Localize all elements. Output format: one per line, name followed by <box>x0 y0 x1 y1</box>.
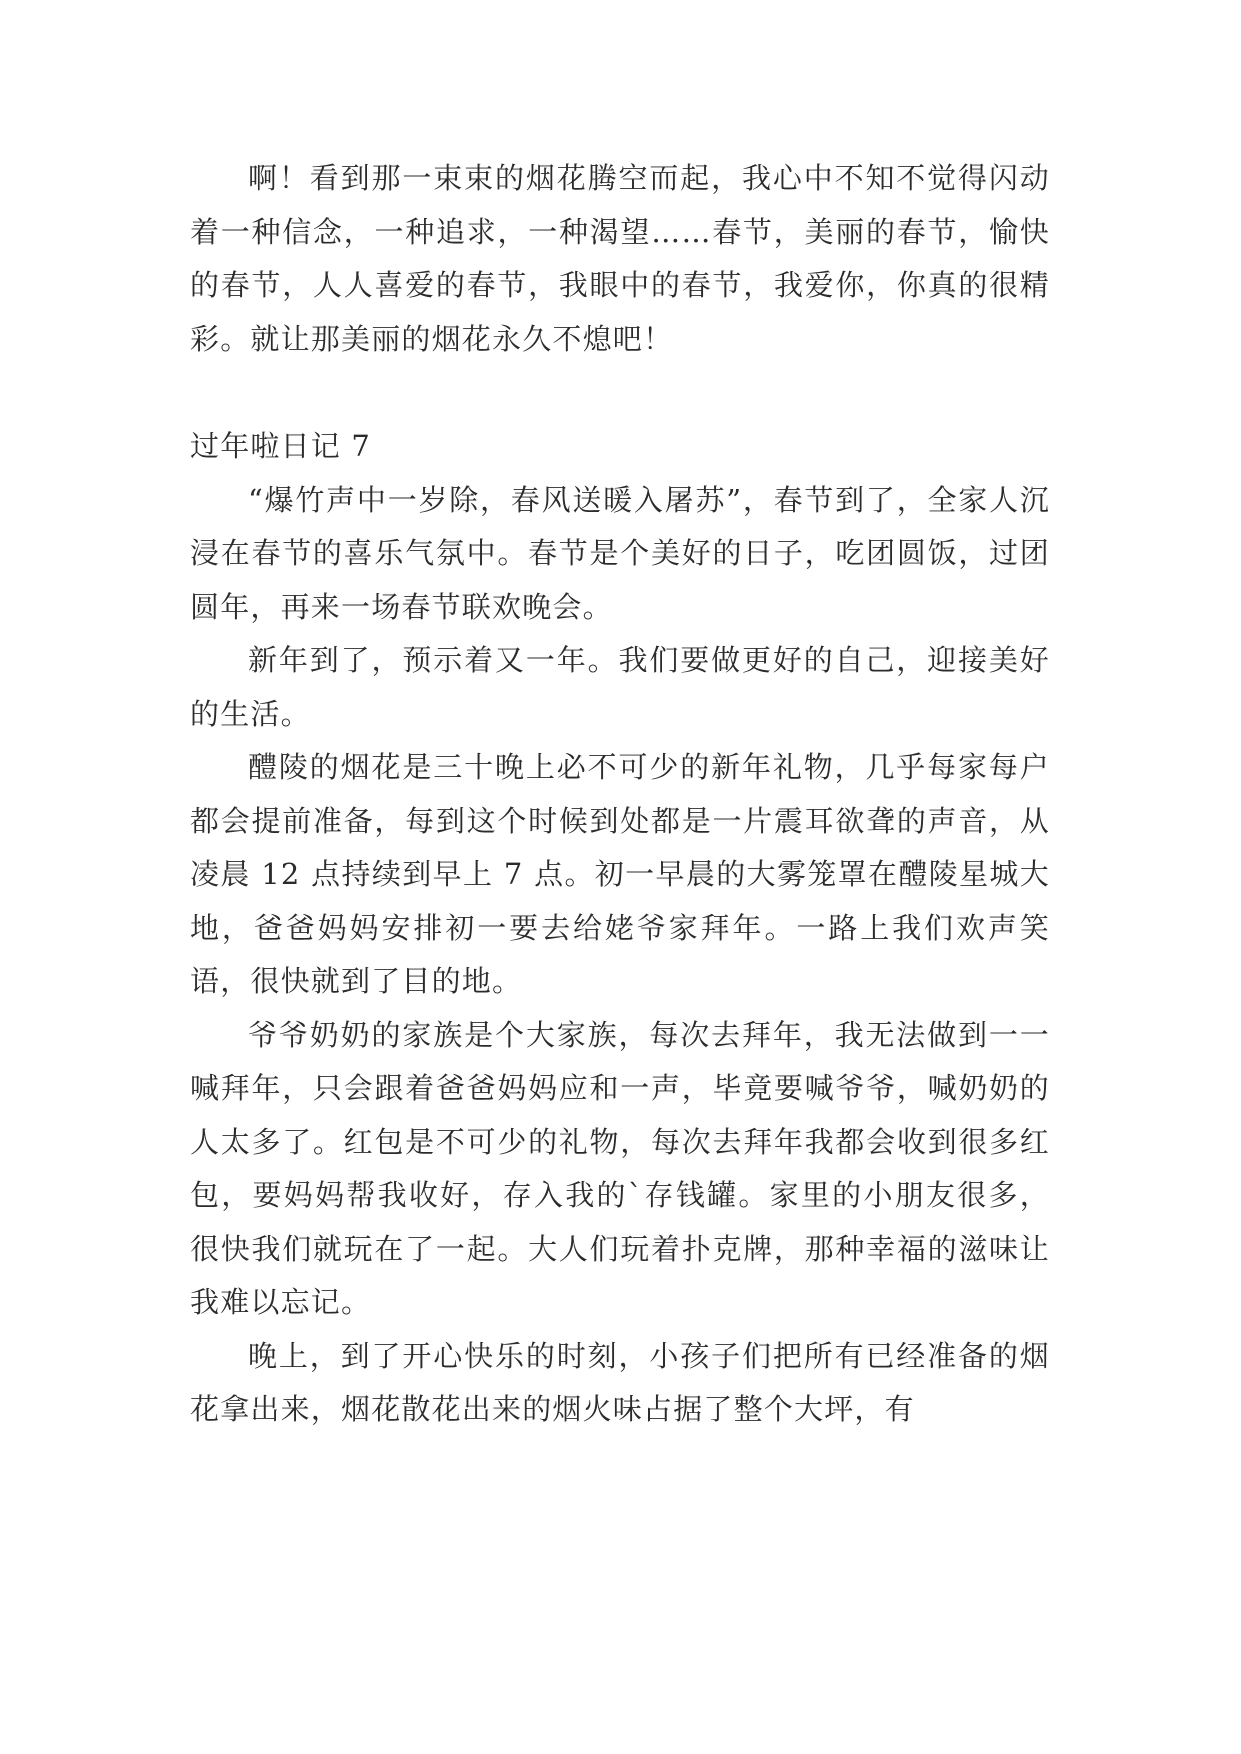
paragraph-5: 晚上，到了开心快乐的时刻，小孩子们把所有已经准备的烟花拿出来，烟花散花出来的烟火味占据了整个大坪，有 <box>190 1338 1050 1426</box>
document-body <box>190 152 1050 1437</box>
paragraph-2: 新年到了，预示着又一年。我们要做更好的自己，迎接美好的生活。 <box>190 643 1050 731</box>
paragraph-3: 醴陵的烟花是三十晚上必不可少的新年礼物，几乎每家每户都会提前准备，每到这个时候到处都是一片震耳欲聋的声音，从凌晨 12 点持续到早上 7 点。初一早晨的大雾笼罩在醴陵星城大地，爸爸妈妈安排初一要去给姥爷家拜年。一路上我们欢声笑语，很快就到了目的地。 <box>190 750 1050 998</box>
paragraph-4: 爷爷奶奶的家族是个大家族，每次去拜年，我无法做到一一喊拜年，只会跟着爸爸妈妈应和一声，毕竟要喊爷爷，喊奶奶的人太多了。红包是不可少的礼物，每次去拜年我都会收到很多红包，要妈妈帮我收好，存入我的`存钱罐。家里的小朋友很多，很快我们就玩在了一起。大人们玩着扑克牌，那种幸福的滋味让我难以忘记。 <box>190 1017 1050 1319</box>
paragraph-1: “爆竹声中一岁除，春风送暖入屠苏”，春节到了，全家人沉浸在春节的喜乐气氛中。春节是个美好的日子，吃团圆饭，过团圆年，再来一场春节联欢晚会。 <box>190 482 1050 624</box>
section-title: 过年啦日记 7 <box>190 429 372 463</box>
intro-paragraph: 啊！看到那一束束的烟花腾空而起，我心中不知不觉得闪动着一种信念，一种追求，一种渴望……春节，美丽的春节，愉快的春节，人人喜爱的春节，我眼中的春节，我爱你，你真的很精彩。就让那美丽的烟花永久不熄吧！ <box>190 161 1050 356</box>
